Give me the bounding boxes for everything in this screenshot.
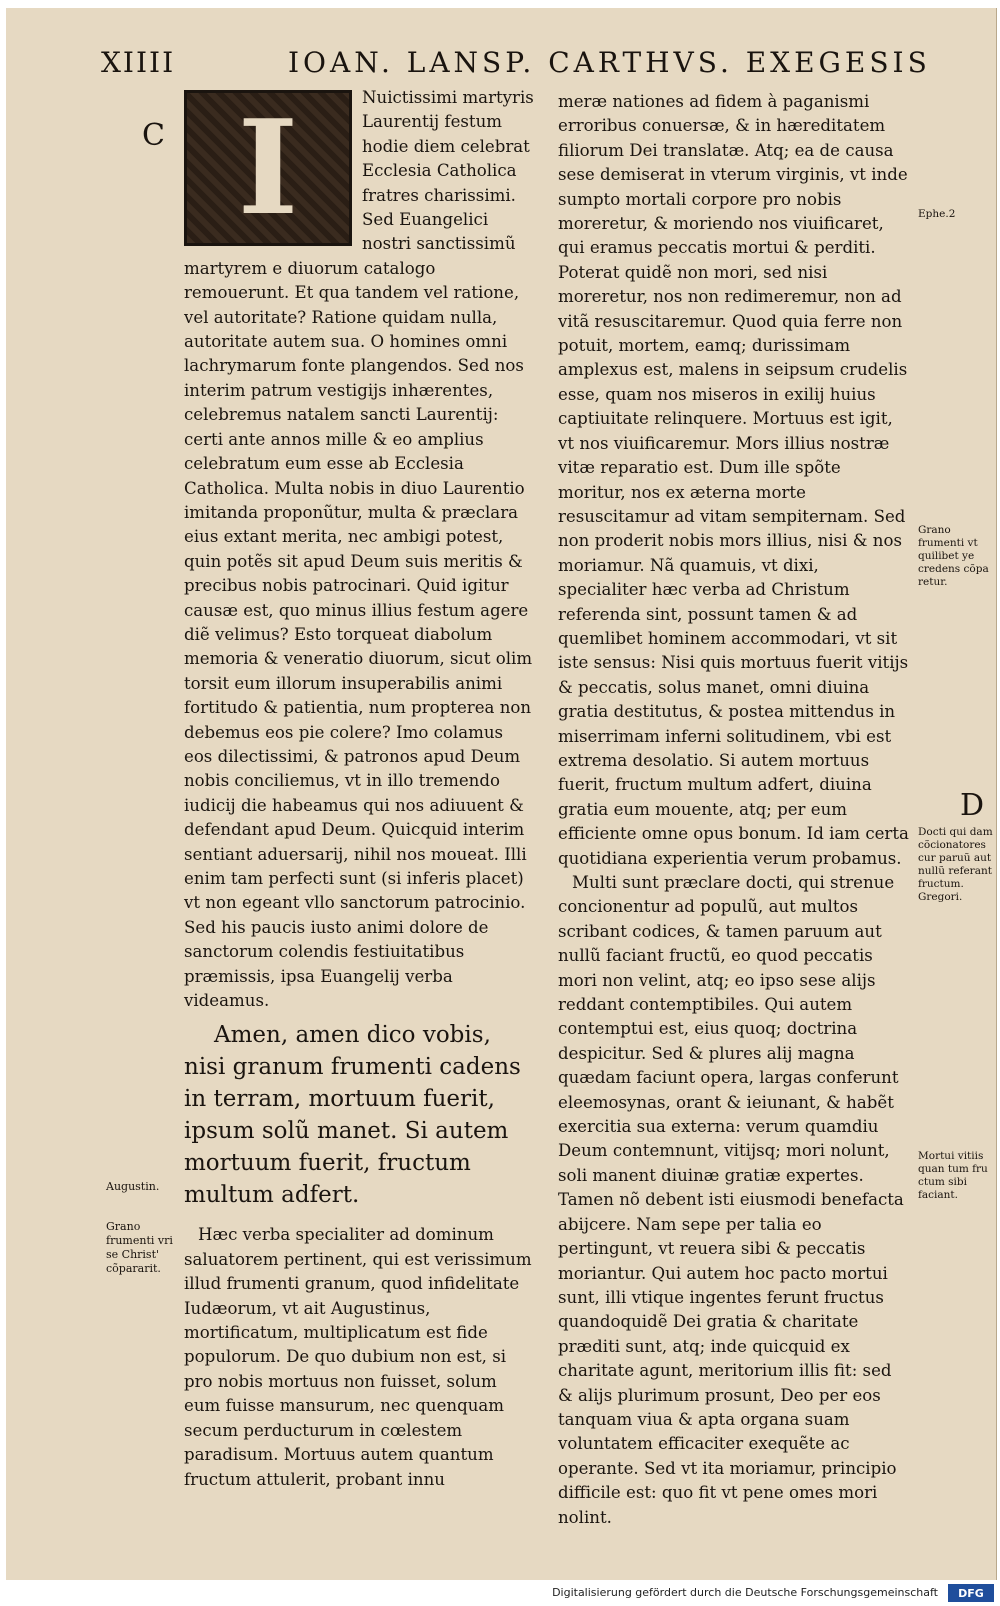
folio-number: XIIII	[101, 46, 176, 79]
running-title: IOAN. LANSP. CARTHVS. EXEGESIS	[288, 46, 931, 79]
section-letter-c: C	[142, 118, 165, 153]
text-column-left	[184, 86, 536, 1492]
marginal-note: Grano frumenti vt quilibet ye credens cõpa retur.	[918, 524, 989, 588]
paragraph: Multi sunt præclare docti, qui strenue concionentur ad populũ, aut multos scribant codices, & tamen paruum aut nullũ faciant fructũ, eo quod peccatis mori non velint, atq; eo ipso sese alijs reddant contemptibiles. Qui autem contemptui est, eius quoq; doctrina despicitur. Sed & plures alij magna quædam faciunt opera, largas conferunt eleemosynas, orant & ieiunant, & habẽt exercitia sua externa: verum quamdiu Deum contemnunt, vitijsq; mori nolunt, soli manent diuinæ gratiæ expertes. Tamen nõ debent isti eiusmodi benefacta abijcere. Nam sepe per talia eo pertingunt, vt reuera sibi & peccatis moriantur. Qui autem hoc pacto mortui sunt, illi vtique ingentes ferunt fructus quandoquidẽ Dei gratia & charitate præditi sunt, atq; inde quicquid ex charitate agunt, meritorium illis fit: sed & alijs plurimum prosunt, Deo per eos tanquam viua & apta organa suam voluntatem efficaciter exequẽte ac operante. Sed vt ita moriamur, principio difficile est: quo fit vt pene omes mori nolint.	[558, 873, 904, 1527]
digitization-credit: Digitalisierung gefördert durch die Deutsche Forschungsgemeinschaft	[552, 1586, 938, 1599]
book-page	[6, 8, 997, 1580]
scripture-quote: Amen, amen dico vobis, nisi granum frumenti cadens in terram, mortuum fuerit, ipsum solũ manet. Si autem mortuum fuerit, fructum multum adfert.	[184, 1022, 521, 1209]
section-letter-d: D	[960, 788, 985, 823]
paragraph: Nuictissimi martyris Laurentij festum hodie diem celebrat Ecclesia Catholica fratres charissimi. Sed Euangelici nostri sanctissimũ martyrem e diuorum catalogo remouerunt. Et qua tandem vel ratione, vel autoritate? Ratione quidam nulla, autoritate autem sua. O homines omni lachrymarum fonte plangendos. Sed nos interim patrum vestigijs inhærentes, celebremus natalem sancti Laurentij: certi ante annos mille & eo amplius celebratum eum esse ab Ecclesia Catholica. Multa nobis in diuo Laurentio imitanda proponũtur, multa & præclara eius extant merita, nec ambigi potest, quin potẽs sit apud Deum suis meritis & precibus nobis patrocinari. Quid igitur causæ est, quo minus illius festum agere diẽ velimus? Esto torqueat diabolum memoria & veneratio diuorum, sicut olim torsit eum illorum insuperabilis animi fortitudo & patientia, num propterea non debemus eos pie colere? Imo colamus eos dilectissimi, & patronos apud Deum nobis conciliemus, vt in illo tremendo iudicij die habeamus qui nos adiuuent & defendant apud Deum. Quicquid interim sentiant aduersarij, nihil nos moueat. Illi enim tam perfecti sunt (si inferis placet) vt non egeant vllo sanctorum patrocinio. Sed his paucis iusto animi dolore de sanctorum colendis festiuitatibus præmissis, ipsa Euangelij verba videamus.	[184, 88, 534, 1011]
marginal-note: Ephe.2	[918, 208, 956, 220]
paragraph: meræ nationes ad fidem à paganismi erroribus conuersæ, & in hæreditatem filiorum Dei translatæ. Atq; ea de causa sese demiserat in vterum virginis, vt inde sumpto mortali corpore pro nobis moreretur, & moriendo nos viuificaret, qui eramus peccatis mortui & perditi. Poterat quidẽ non mori, sed nisi moreretur, nos non redimeremur, non ad vitã resuscitaremur. Quod quia ferre non potuit, mortem, eamq; durissimam amplexus est, malens in seipsum crudelis esse, quam nos miseros in exilij huius captiuitate relinquere. Mortuus est igit, vt nos viuificaremur. Mors illius nostræ vitæ reparatio est. Dum ille spõte moritur, nos ex æterna morte resuscitamur ad vitam sempiternam. Sed non proderit nobis mors illius, nisi & nos moriamur. Nã quamuis, vt dixi, specialiter hæc verba ad Christum referenda sint, possunt tamen & ad quemlibet hominem accommodari, vt sit iste sensus: Nisi quis mortuus fuerit vitijs & peccatis, solus manet, omni diuina gratia destitutus, & postea mittendus in miserrimam inferni solitudinem, vbi est extrema desolatio. Si autem mortuus fuerit, fructum multum adfert, diuina gratia eum mouente, atq; per eum efficiente omne opus bonum. Id iam certa quotidiana experientia verum probamus.	[558, 92, 909, 868]
marginal-note: Grano frumenti vri se Christ' cõpararit.	[106, 1220, 173, 1275]
paragraph: Hæc verba specialiter ad dominum saluatorem pertinent, qui est verissimum illud frumenti granum, quod infidelitate Iudæorum, vt ait Augustinus, mortificatum, multiplicatum est fide populorum. De quo dubium non est, si pro nobis mortuus non fuisset, solum eum fuisse mansurum, nec quenquam secum perducturum in cœlestem paradisum. Mortuus autem quantum fructum attulerit, probant innu	[184, 1225, 532, 1489]
marginal-note: Mortui vitiis quan tum fru ctum sibi faciant.	[918, 1150, 988, 1201]
text-column-right	[558, 90, 910, 1530]
dfg-logo: DFG	[948, 1584, 994, 1602]
marginal-note: Docti qui dam cõcionatores cur paruũ aut nullũ referant fructum. Gregori.	[918, 826, 993, 903]
footer-bar	[0, 1582, 1000, 1606]
marginal-note: Augustin.	[106, 1180, 160, 1193]
decorated-initial: I	[184, 90, 352, 246]
